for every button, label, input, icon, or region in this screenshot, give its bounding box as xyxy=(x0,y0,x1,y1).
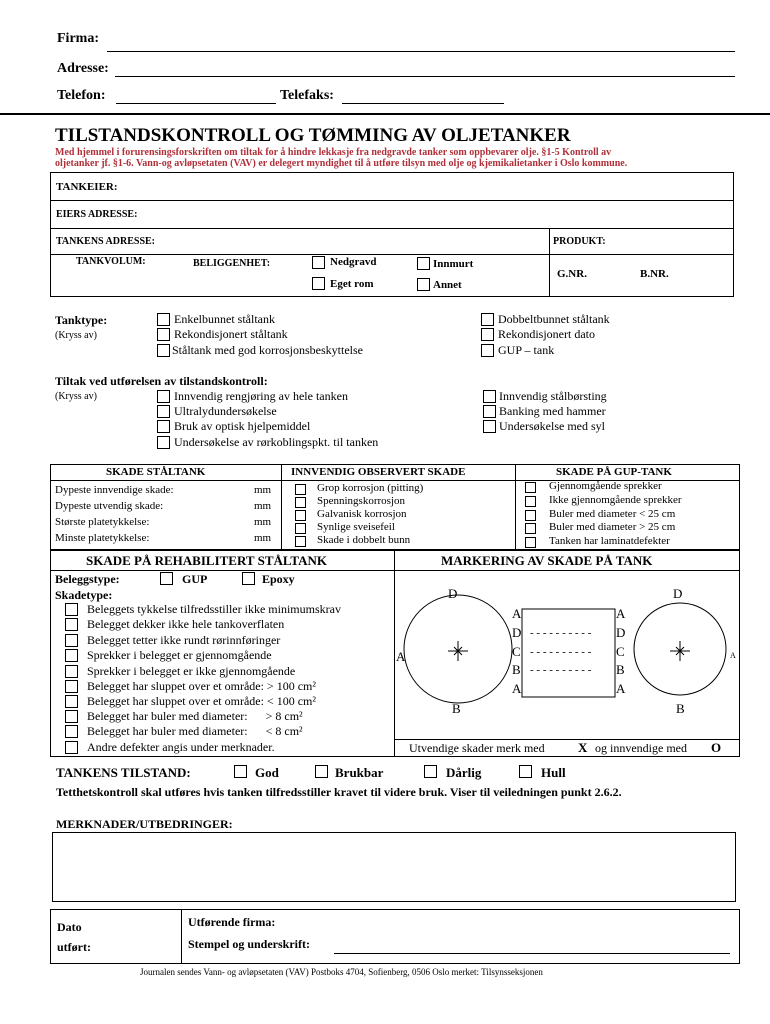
tanktype-option: Rekondisjonert dato xyxy=(498,327,595,341)
divider xyxy=(549,228,550,297)
firma-label: Firma: xyxy=(57,31,99,46)
divider xyxy=(50,200,734,201)
dash-line: - - - - - - - - - - xyxy=(530,646,592,658)
marker-a-left: A xyxy=(396,649,406,664)
skade-row-label: Største platetykkelse: xyxy=(55,516,150,528)
gup-belegg-label: GUP xyxy=(182,572,208,586)
skadetype-option: Andre defekter angis under merknader. xyxy=(87,740,275,754)
tiltak-option: Undersøkelse av rørkoblingspkt. til tanken xyxy=(174,435,379,449)
tilstand-god-checkbox[interactable] xyxy=(234,765,247,778)
tiltak-option: Undersøkelse med syl xyxy=(499,419,605,433)
divider xyxy=(515,464,516,550)
skade-row-label: Dypeste utvendig skade: xyxy=(55,500,164,512)
skadetype-checkbox[interactable] xyxy=(65,710,78,723)
skade-row-label: Dypeste innvendige skade: xyxy=(55,484,174,496)
gup-option: Tanken har laminatdefekter xyxy=(549,535,670,547)
merknader-textarea[interactable] xyxy=(52,832,736,902)
side-label: A xyxy=(512,681,522,696)
tilstand-darlig-checkbox[interactable] xyxy=(424,765,437,778)
skadetype-checkbox[interactable] xyxy=(65,618,78,631)
tiltak-checkbox[interactable] xyxy=(157,436,170,449)
skadetype-option: Belegget har buler med diameter: > 8 cm² xyxy=(87,709,303,723)
eget-rom-checkbox[interactable] xyxy=(312,277,325,290)
tanktype-option: Enkelbunnet ståltank xyxy=(174,312,275,326)
gup-checkbox[interactable] xyxy=(525,482,536,493)
side-label: C xyxy=(512,644,521,659)
divider xyxy=(394,739,740,740)
tanktype-label: Tanktype: xyxy=(55,313,108,327)
tiltak-option: Innvendig rengjøring av hele tanken xyxy=(174,389,348,403)
marking-footer-text: Utvendige skader merk med xyxy=(409,741,545,755)
skadetype-option: Belegget har sluppet over et område: > 100 cm² xyxy=(87,679,316,693)
side-label: D xyxy=(512,625,522,640)
skadetype-checkbox[interactable] xyxy=(65,695,78,708)
side-label: C xyxy=(616,644,625,659)
side-label: D xyxy=(616,625,626,640)
tilstand-option: Dårlig xyxy=(446,765,482,780)
tiltak-option: Innvendig stålbørsting xyxy=(499,389,607,403)
dato-label: Dato xyxy=(57,920,82,934)
skade-staltank-header: SKADE STÅLTANK xyxy=(106,466,206,478)
side-label: B xyxy=(512,662,521,677)
innvendig-checkbox[interactable] xyxy=(295,484,306,495)
tanktype-checkbox[interactable] xyxy=(157,344,170,357)
innvendig-checkbox[interactable] xyxy=(295,523,306,534)
telefon-field[interactable] xyxy=(116,103,276,104)
beliggenhet-label: BELIGGENHET: xyxy=(193,258,271,269)
gup-checkbox[interactable] xyxy=(525,523,536,534)
tanktype-sub: (Kryss av) xyxy=(55,330,97,341)
adresse-field[interactable] xyxy=(115,76,735,77)
skadetype-checkbox[interactable] xyxy=(65,665,78,678)
marker-b-left: B xyxy=(452,701,461,716)
gup-option: Gjennomgående sprekker xyxy=(549,480,662,492)
skadetype-label: Skadetype: xyxy=(55,588,113,602)
gup-option: Buler med diameter < 25 cm xyxy=(549,508,676,520)
innmurt-label: Innmurt xyxy=(433,258,474,270)
tanktype-checkbox[interactable] xyxy=(481,328,494,341)
telefon-label: Telefon: xyxy=(57,88,106,103)
tetthet-note: Tetthetskontroll skal utføres hvis tanken tilfredsstiller kravet til videre bruk. Viser til veiledningen punkt 2.6.2. xyxy=(56,785,622,799)
center-mark-right xyxy=(670,641,690,661)
divider xyxy=(50,254,734,255)
tiltak-option: Bruk av optisk hjelpemiddel xyxy=(174,419,311,433)
innvendig-checkbox[interactable] xyxy=(295,536,306,547)
legal-text-2: oljetanker jf. §1-6. Vann-og avløpsetaten (VAV) er delegert myndighet til å utføre tilsyn med olje og kjemikalietanker i Oslo kommune. xyxy=(55,158,628,169)
skadetype-option: Sprekker i belegget er ikke gjennomgående xyxy=(87,664,296,678)
signature-line[interactable] xyxy=(334,953,730,954)
innmurt-checkbox[interactable] xyxy=(417,257,430,270)
skadetype-option: Belegget har sluppet over et område: < 100 cm² xyxy=(87,694,316,708)
innvendig-option: Galvanisk korrosjon xyxy=(317,508,407,520)
unit-mm: mm xyxy=(254,532,272,544)
innvendig-option: Grop korrosjon (pitting) xyxy=(317,482,424,494)
telefaks-label: Telefaks: xyxy=(280,88,334,103)
center-mark-left xyxy=(448,641,468,661)
gup-checkbox[interactable] xyxy=(525,496,536,507)
header-divider xyxy=(0,113,770,115)
marker-b-right: B xyxy=(676,701,685,716)
innvendig-option: Synlige sveisefeil xyxy=(317,521,395,533)
gup-option: Ikke gjennomgående sprekker xyxy=(549,494,682,506)
skadetype-option: Belegget tetter ikke rundt rørinnføringer xyxy=(87,633,281,647)
skade-row-label: Minste platetykkelse: xyxy=(55,532,150,544)
tilstand-option: God xyxy=(255,765,279,780)
skadetype-checkbox[interactable] xyxy=(65,649,78,662)
tiltak-option: Banking med hammer xyxy=(499,404,606,418)
side-label: A xyxy=(512,606,522,621)
journal-note: Journalen sendes Vann- og avløpsetaten (VAV) Postboks 4704, Sofienberg, 0506 Oslo merket: Tilsynsseksjonen xyxy=(140,967,543,977)
owner-box xyxy=(50,172,734,297)
innvendig-option: Skade i dobbelt bunn xyxy=(317,534,411,546)
tiltak-checkbox[interactable] xyxy=(157,390,170,403)
marker-d-right: D xyxy=(673,586,683,601)
utfort-label: utført: xyxy=(57,940,91,954)
gnr-label: G.NR. xyxy=(557,268,587,280)
tiltak-checkbox[interactable] xyxy=(157,405,170,418)
skadetype-checkbox[interactable] xyxy=(65,741,78,754)
tilstand-hull-checkbox[interactable] xyxy=(519,765,532,778)
tiltak-sub: (Kryss av) xyxy=(55,391,97,402)
tilstand-label: TANKENS TILSTAND: xyxy=(56,765,191,780)
page-title: TILSTANDSKONTROLL OG TØMMING AV OLJETANKER xyxy=(55,125,571,146)
side-label: B xyxy=(616,662,625,677)
skadetype-checkbox[interactable] xyxy=(65,634,78,647)
skadetype-option: Beleggets tykkelse tilfredsstiller ikke minimumskrav xyxy=(87,602,341,616)
tankeier-label: TANKEIER: xyxy=(56,181,118,193)
divider xyxy=(181,909,182,964)
eiers-adresse-label: EIERS ADRESSE: xyxy=(56,209,138,220)
tanktype-option: Ståltank med god korrosjonsbeskyttelse xyxy=(172,343,363,357)
produkt-label: PRODUKT: xyxy=(553,236,606,247)
side-label: A xyxy=(616,681,626,696)
tankvolum-label: TANKVOLUM: xyxy=(76,256,146,267)
eget-rom-label: Eget rom xyxy=(330,278,374,290)
unit-mm: mm xyxy=(254,484,272,496)
skadetype-option: Belegget har buler med diameter: < 8 cm² xyxy=(87,724,303,738)
tiltak-checkbox[interactable] xyxy=(483,420,496,433)
epoxy-label: Epoxy xyxy=(262,572,295,586)
divider xyxy=(50,228,734,229)
innvendig-checkbox[interactable] xyxy=(295,510,306,521)
tanktype-option: GUP – tank xyxy=(498,343,555,357)
epoxy-checkbox[interactable] xyxy=(242,572,255,585)
merknader-label: MERKNADER/UTBEDRINGER: xyxy=(56,817,233,831)
innvendig-checkbox[interactable] xyxy=(295,497,306,508)
marking-header: MARKERING AV SKADE PÅ TANK xyxy=(441,553,653,568)
tanktype-option: Rekondisjonert ståltank xyxy=(174,327,288,341)
tanktype-checkbox[interactable] xyxy=(157,313,170,326)
tiltak-checkbox[interactable] xyxy=(483,390,496,403)
tanktype-checkbox[interactable] xyxy=(157,328,170,341)
tiltak-checkbox[interactable] xyxy=(157,420,170,433)
firma-field[interactable] xyxy=(107,51,735,52)
gup-option: Buler med diameter > 25 cm xyxy=(549,521,676,533)
signature-box xyxy=(50,909,740,964)
nedgravd-checkbox[interactable] xyxy=(312,256,325,269)
unit-mm: mm xyxy=(254,500,272,512)
innvendig-header: INNVENDIG OBSERVERT SKADE xyxy=(291,466,466,478)
side-label: A xyxy=(616,606,626,621)
gup-checkbox[interactable] xyxy=(525,537,536,548)
tiltak-option: Ultralydundersøkelse xyxy=(174,404,277,418)
firma-signature-label: Utførende firma: xyxy=(188,915,276,929)
skadetype-checkbox[interactable] xyxy=(65,603,78,616)
gup-header: SKADE PÅ GUP-TANK xyxy=(556,466,672,478)
marker-d-left: D xyxy=(448,586,458,601)
rehab-header: SKADE PÅ REHABILITERT STÅLTANK xyxy=(86,553,327,568)
gup-checkbox[interactable] xyxy=(525,510,536,521)
skadetype-checkbox[interactable] xyxy=(65,680,78,693)
adresse-label: Adresse: xyxy=(57,61,109,76)
innvendig-option: Spenningskorrosjon xyxy=(317,495,405,507)
tilstand-brukbar-checkbox[interactable] xyxy=(315,765,328,778)
bnr-label: B.NR. xyxy=(640,268,669,280)
tiltak-checkbox[interactable] xyxy=(483,405,496,418)
tanktype-checkbox[interactable] xyxy=(481,313,494,326)
dash-line: - - - - - - - - - - xyxy=(530,664,592,676)
stempel-label: Stempel og underskrift: xyxy=(188,937,310,951)
skadetype-option: Belegget dekker ikke hele tankoverflaten xyxy=(87,617,285,631)
tanktype-option: Dobbeltbunnet ståltank xyxy=(498,312,610,326)
nedgravd-label: Nedgravd xyxy=(330,256,377,268)
beleggstype-label: Beleggstype: xyxy=(55,572,120,586)
skadetype-option: Sprekker i belegget er gjennomgående xyxy=(87,648,272,662)
marker-a-right: A xyxy=(730,651,736,660)
tanktype-checkbox[interactable] xyxy=(481,344,494,357)
dash-line: - - - - - - - - - - xyxy=(530,627,592,639)
gup-belegg-checkbox[interactable] xyxy=(160,572,173,585)
marking-o: O xyxy=(711,740,722,755)
tankens-adresse-label: TANKENS ADRESSE: xyxy=(56,236,156,247)
marking-x: X xyxy=(578,740,588,755)
telefaks-field[interactable] xyxy=(342,103,504,104)
annet-checkbox[interactable] xyxy=(417,278,430,291)
unit-mm: mm xyxy=(254,516,272,528)
tiltak-label: Tiltak ved utførelsen av tilstandskontroll: xyxy=(55,374,268,388)
marking-footer-mid: og innvendige med xyxy=(595,741,687,755)
skadetype-checkbox[interactable] xyxy=(65,725,78,738)
annet-label: Annet xyxy=(433,279,462,291)
divider xyxy=(281,464,282,550)
tilstand-option: Hull xyxy=(541,765,566,780)
tilstand-option: Brukbar xyxy=(335,765,384,780)
legal-text-1: Med hjemmel i forurensingsforskriften om tiltak for å hindre lekkasje fra nedgravde tanker som oppbevarer olje. §1-5 Kontroll av xyxy=(55,147,612,158)
